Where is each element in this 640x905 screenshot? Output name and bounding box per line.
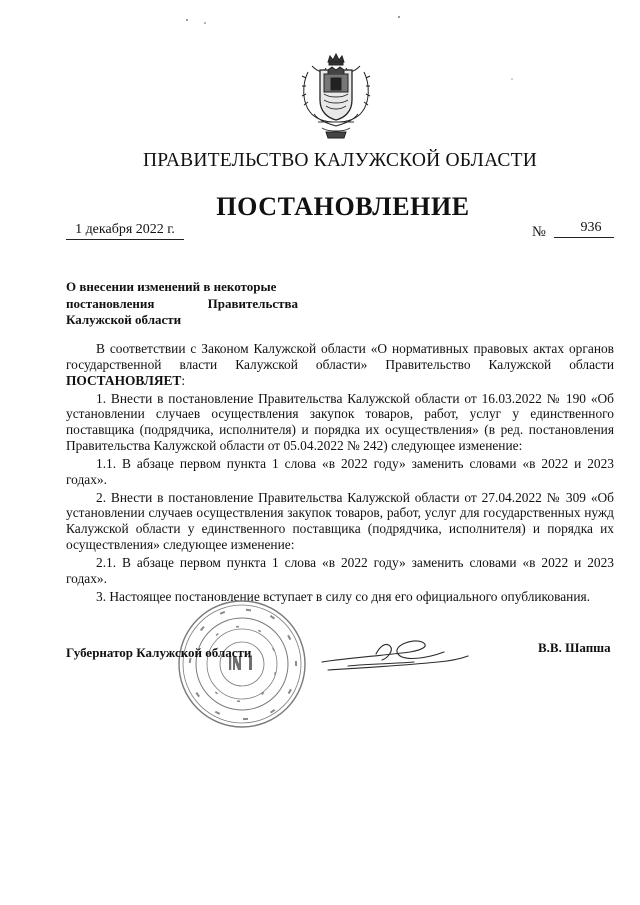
- paragraph-1: 1. Внести в постановление Правительства Калужской области от 16.03.2022 № 190 «Об установлении случаев осуществления закупок товаров, работ, услуг у единственного поставщика (подрядчика, исполнителя) и порядка их осуществления» (в ред. постановления Правительства Калужской области от 05.04.2022 № 242) следующее изменение:: [66, 390, 614, 454]
- number-sign: №: [532, 224, 546, 240]
- government-title: ПРАВИТЕЛЬСТВО КАЛУЖСКОЙ ОБЛАСТИ: [143, 150, 537, 171]
- document-subject: [66, 279, 298, 329]
- intro-paragraph: [66, 341, 614, 389]
- decides-keyword: ПОСТАНОВЛЯЕТ: [66, 372, 182, 388]
- governor-name: В.В. Шапша: [538, 640, 611, 655]
- number-underline: [554, 237, 614, 238]
- subject-line-2-left: постановления: [66, 295, 155, 311]
- document-number: 936: [580, 220, 602, 235]
- subject-line-2: [66, 296, 298, 313]
- paragraph-2: 2. Внести в постановление Правительства Калужской области от 27.04.2022 № 309 «Об установлении случаев осуществления закупок товаров, работ, услуг для государственных нужд Калужской области у единственного поставщика (подрядчика, исполнителя) и порядка их осуществления» следующее изменение:: [66, 489, 614, 553]
- subject-line-2-right: Правительства: [207, 295, 298, 311]
- document-date: 1 декабря 2022 г.: [75, 222, 175, 237]
- document-type-heading: ПОСТАНОВЛЕНИЕ: [216, 192, 470, 221]
- date-underline: [66, 239, 184, 240]
- intro-text: В соответствии с Законом Калужской области «О нормативных правовых актах органов государственной власти Калужской области» Правительство Калужской области: [66, 341, 614, 372]
- subject-line-3: Калужской области: [66, 312, 182, 327]
- document-date-field: [66, 222, 184, 238]
- paragraph-2-1: 2.1. В абзаце первом пункта 1 слова «в 2022 году» заменить словами «в 2022 и 2023 годах».: [66, 554, 614, 586]
- decides-colon: :: [181, 372, 186, 388]
- handwritten-signature: [318, 628, 478, 680]
- paragraph-1-1: 1.1. В абзаце первом пункта 1 слова «в 2022 году» заменить словами «в 2022 и 2023 годах».: [66, 455, 614, 487]
- paragraph-3: 3. Настоящее постановление вступает в силу со дня его официального опубликования.: [96, 588, 590, 604]
- subject-line-1: О внесении изменений в некоторые: [66, 279, 277, 294]
- kaluga-coat-of-arms-icon: [300, 52, 372, 140]
- document-body: [66, 341, 614, 606]
- official-seal-icon: [176, 598, 308, 730]
- governor-title: Губернатор Калужской области: [66, 645, 252, 660]
